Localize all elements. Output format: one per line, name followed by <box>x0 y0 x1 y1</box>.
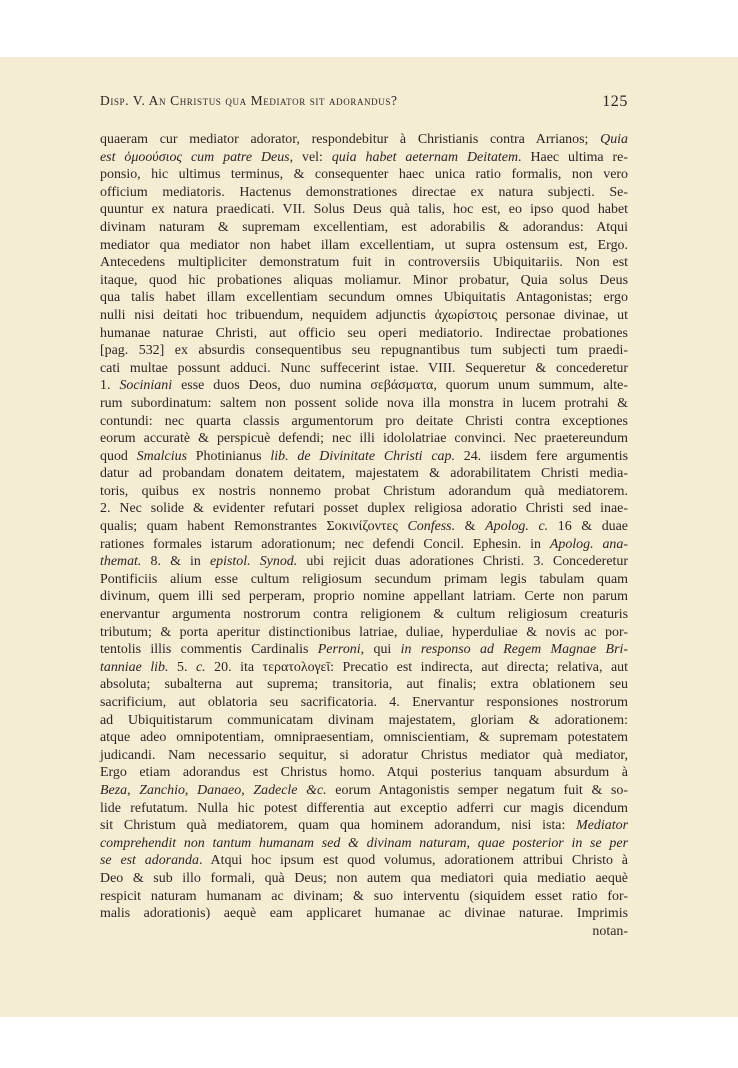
text-line: tentolis illis commentis Cardinalis Perroni, qui in responso ad Regem Magnae Bri- <box>100 642 629 658</box>
text-line: Ergo etiam adorandus est Christus homo. Atqui posterius tanquam absurdum à <box>100 765 628 781</box>
text-line: respicit naturam humanam ac divinam; & suo interventu (siquidem esset ratio for- <box>100 888 628 904</box>
text-line: quaeram cur mediator adorator, respondebitur à Christianis contra Arrianos; Quia <box>100 132 628 147</box>
running-title: Disp. V. An Christus qua Mediator sit adorandus? <box>100 93 398 108</box>
text-line: Deo & sub illo formali, quà Deus; non autem qua mediatori quia mediatio aequè <box>100 870 628 886</box>
text-line: mediator qua mediator non habet illam excellentiam, ut supra ostensum est, Ergo. <box>100 237 628 253</box>
running-header <box>100 93 628 115</box>
body-text <box>100 131 628 940</box>
text-line: cati multae possunt adduci. Nunc suffecerint istae. VIII. Sequeretur & concederetur <box>100 360 628 376</box>
text-line: ad Ubiquitistarum communicatam divinam majestatem, gloriam & adorationem: <box>100 712 628 728</box>
page-number: 125 <box>602 93 628 110</box>
text-line: qualis; quam habent Remonstrantes Σοκινίζοντες Confess. & Apolog. c. 16 & duae <box>100 519 628 535</box>
text-line: ponsio, hic ultimus terminus, & consequenter haec unica ratio formalis, non vero <box>100 167 628 183</box>
text-line: rum subordinatum: saltem non possent solide nova illa monstra in lucem protrahi & <box>100 395 628 411</box>
text-line: divinum, quem illi sed perperam, proprio nomine appellant latriam. Certe non parum <box>100 589 628 605</box>
text-line: Pontificiis alium esse cultum religiosum secundum primam legis tabulam quam <box>100 571 628 587</box>
text-line: nulli nisi deitati hoc tribuendum, nequidem adjunctis ἀχωρίστοις personae divinae, ut <box>100 307 628 323</box>
text-line: tanniae lib. 5. c. 20. ita τερατολογεῖ: Precatio est indirecta, aut directa; relativa, aut <box>100 659 629 675</box>
text-line: est ὁμοούσιος cum patre Deus, vel: quia habet aeternam Deitatem. Haec ultima re- <box>100 149 628 165</box>
text-line: malis adorationis) aequè eam applicaret humanae ac divinae naturae. Imprimis <box>100 906 628 922</box>
text-line: [pag. 532] ex absurdis consequentibus seu repugnantibus tum subjecti tum praedi- <box>100 343 628 359</box>
text-line: quod Smalcius Photinianus lib. de Divinitate Christi cap. 24. iisdem fere argumentis <box>100 448 629 464</box>
text-line: enervantur argumenta nostrorum contra religionem & cultum religiosum creaturis <box>100 607 628 623</box>
text-line: 1. Sociniani esse duos Deos, duo numina σεβάσματα, quorum unum summum, alte- <box>100 378 628 394</box>
text-line: quuntur ex natura praedicati. VII. Solus Deus quà talis, hoc est, eo ipso quod habet <box>100 202 628 218</box>
text-line: datur ad probandam donatem deitatem, majestatem & adorabilitatem Christi media- <box>100 466 628 482</box>
text-line: Beza, Zanchio, Danaeo, Zadecle &c. eorum Antagonistis semper negatum fuit & so- <box>100 782 628 798</box>
catchword: notan- <box>592 923 628 939</box>
text-line: lide refutatum. Nulla hic potest differentia aut exceptio adferri cur magis dicendum <box>100 800 628 816</box>
text-line: themat. 8. & in epistol. Synod. ubi rejicit duas adorationes Christi. 3. Concederetur <box>100 554 628 570</box>
text-line: toris, quibus ex nostris nonnemo probat Christum adorandum quà mediatorem. <box>100 483 628 499</box>
text-line: se est adoranda. Atqui hoc ipsum est quod volumus, adorationem attribui Christo à <box>100 853 628 869</box>
text-line: divinam naturam & supremam excellentiam, est adorabilis & adorandus: Atqui <box>100 219 628 235</box>
text-line: sacrificium, aut oblatoria seu sacrificatoria. 4. Enervantur responsiones nostrorum <box>100 695 628 710</box>
text-line: sit Christum quà mediatorem, quam qua hominem adorandum, nisi ista: Mediator <box>100 818 628 834</box>
book-page <box>0 57 738 1017</box>
text-line: itaque, quod hic probationes aliquas moliamur. Minor probatur, Quia solus Deus <box>100 272 628 288</box>
text-line: tributum; & porta aperitur distinctionibus latriae, duliae, hyperduliae & novis ac por- <box>100 624 628 640</box>
text-line: eorum accuratè & perspicuè defendi; nec illi idololatriae convinci. Nec praetereundum <box>100 431 628 447</box>
text-line: contundi: nec quarta classis argumentorum pro deitate Christi contra exceptiones <box>100 413 628 429</box>
text-line: officium mediatoris. Hactenus demonstrationes directae ex natura subjecti. Se- <box>100 184 628 200</box>
text-line: judicandi. Nam necessario sequitur, si adoratur Christus mediator quà mediator, <box>100 747 628 763</box>
text-line: comprehendit non tantum humanam sed & divinam naturam, quae posterior in se per <box>100 835 628 851</box>
text-line: absoluta; subalterna aut suprema; transitoria, aut finalis; extra oblationem seu <box>100 677 628 693</box>
text-line: Antecedens multipliciter demonstratum fuit in controversiis Ubiquitariis. Non est <box>100 255 628 271</box>
text-line: atque adeo omnipotentiam, omnipraesentiam, omniscientiam, & supremam potestatem <box>100 730 628 746</box>
text-line: rationes formales istarum adorationum; nec defendi Concil. Ephesin. in Apolog. ana- <box>100 536 629 552</box>
text-line: humanae naturae Christi, aut officio seu operi mediatorio. Indirectae probationes <box>100 325 628 341</box>
text-line: 2. Nec solide & evidenter refutari posset duplex religiosa adoratio Christi sed inae- <box>100 501 628 517</box>
text-line: qua talis habet illam excellentiam secundum omnes Ubiquitatis Antagonistas; ergo <box>100 290 628 306</box>
